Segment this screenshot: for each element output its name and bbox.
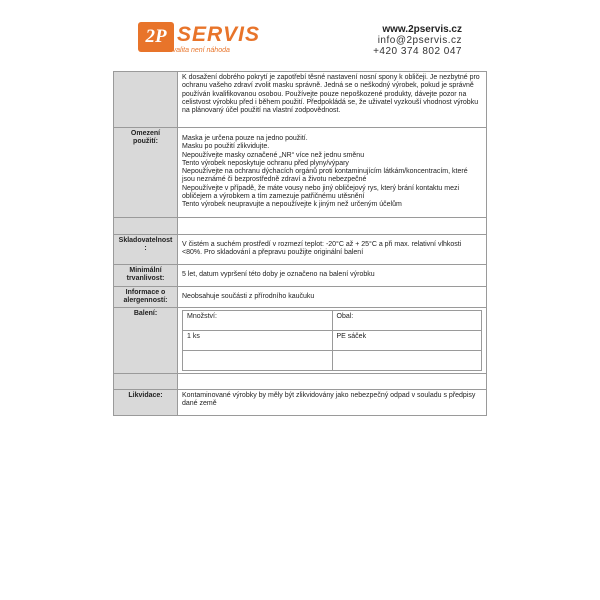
- empty-cell: [183, 351, 333, 371]
- product-info-table: [113, 71, 487, 416]
- shelf-life-label: Minimální trvanlivost:: [114, 265, 178, 287]
- packaging-cell: [178, 308, 487, 374]
- empty-label-cell: [114, 72, 178, 128]
- logo-badge: 2P: [138, 22, 174, 52]
- website-link[interactable]: www.2pservis.cz: [382, 24, 462, 35]
- packaging-value-qty: 1 ks: [183, 331, 333, 351]
- shelf-life-text: 5 let, datum vypršení této doby je označeno na balení výrobku: [178, 265, 487, 287]
- empty-cell: [178, 374, 487, 390]
- logo-slogan: Kvalita není náhoda: [168, 47, 230, 54]
- contact-block: [373, 24, 462, 57]
- allergen-label: Informace o alergenností:: [114, 286, 178, 308]
- table-row: [114, 390, 487, 416]
- table-row: [183, 311, 482, 331]
- table-row: [183, 331, 482, 351]
- phone-number: +420 374 802 047: [373, 46, 462, 57]
- disposal-text: Kontaminované výrobky by měly být zlikvidovány jako nebezpečný odpad v souladu s předpisy dané země: [178, 390, 487, 416]
- intro-text: K dosažení dobrého pokrytí je zapotřebí těsné nastavení nosní spony k obličeji. Je nezbytné pro ochranu vašeho zdraví zvolit masku správně. Jedná se o neškodný výrobek, pokud je správně používán kvalifikovanou osobou. Používejte pouze nepoškozené produkty, dávejte pozor na celistvost výrobku před i během použití. Předpokládá se, že uživatel vyzkouší vhodnost výrobku na plánovaný účel použití na vlastní zodpovědnost.: [178, 72, 487, 128]
- storage-label: Skladovatelnost:: [114, 235, 178, 265]
- empty-cell: [332, 351, 482, 371]
- empty-cell: [178, 218, 487, 235]
- empty-label-cell: [114, 374, 178, 390]
- empty-label-cell: [114, 218, 178, 235]
- limits-line: Nepoužívejte masky označené „NR“ více než jednu směnu: [182, 151, 365, 159]
- table-row: [183, 351, 482, 371]
- table-row: [114, 265, 487, 287]
- limits-label: Omezení použití:: [114, 128, 178, 218]
- limits-line: Tento výrobek neupravujte a nepoužívejte k jiným než určeným účelům: [182, 201, 402, 209]
- table-row: [114, 235, 487, 265]
- limits-line: Masku po použití zlikvidujte.: [182, 143, 270, 151]
- packaging-header-qty: Množství:: [183, 311, 333, 331]
- table-row: [114, 218, 487, 235]
- disposal-label: Likvidace:: [114, 390, 178, 416]
- limits-line: Maska je určena pouze na jedno použití.: [182, 135, 308, 142]
- email-link[interactable]: info@2pservis.cz: [377, 35, 462, 46]
- packaging-table: [182, 310, 482, 371]
- limits-line: Tento výrobek neposkytuje ochranu před plyny/výpary: [182, 159, 349, 167]
- table-row: [114, 286, 487, 308]
- company-logo: [138, 22, 268, 56]
- table-row: [114, 128, 487, 218]
- table-row: [114, 72, 487, 128]
- packaging-header-wrap: Obal:: [332, 311, 482, 331]
- table-row: [114, 374, 487, 390]
- limits-text: [178, 128, 487, 218]
- storage-text: V čistém a suchém prostředí v rozmezí teplot: -20°C až + 25°C a při max. relativní vlhkosti <80%. Pro skladování a přepravu použijte originální balení: [178, 235, 487, 265]
- limits-line: Nepoužívejte v případě, že máte vousy nebo jiný obličejový rys, který brání kontaktu mezi obličejem a výrobkem a tím zamezuje patřičnému utěsnění: [182, 184, 460, 201]
- packaging-label: Balení:: [114, 308, 178, 374]
- table-row: [114, 308, 487, 374]
- logo-wordmark: SERVIS: [177, 23, 261, 46]
- limits-line: Nepoužívejte na ochranu dýchacích orgánů proti kontaminujícím látkám/koncentracím, které jsou neznámé či bezprostředně zdraví a životu nebezpečné: [182, 168, 468, 184]
- packaging-value-wrap: PE sáček: [332, 331, 482, 351]
- allergen-text: Neobsahuje součásti z přírodního kaučuku: [178, 286, 487, 308]
